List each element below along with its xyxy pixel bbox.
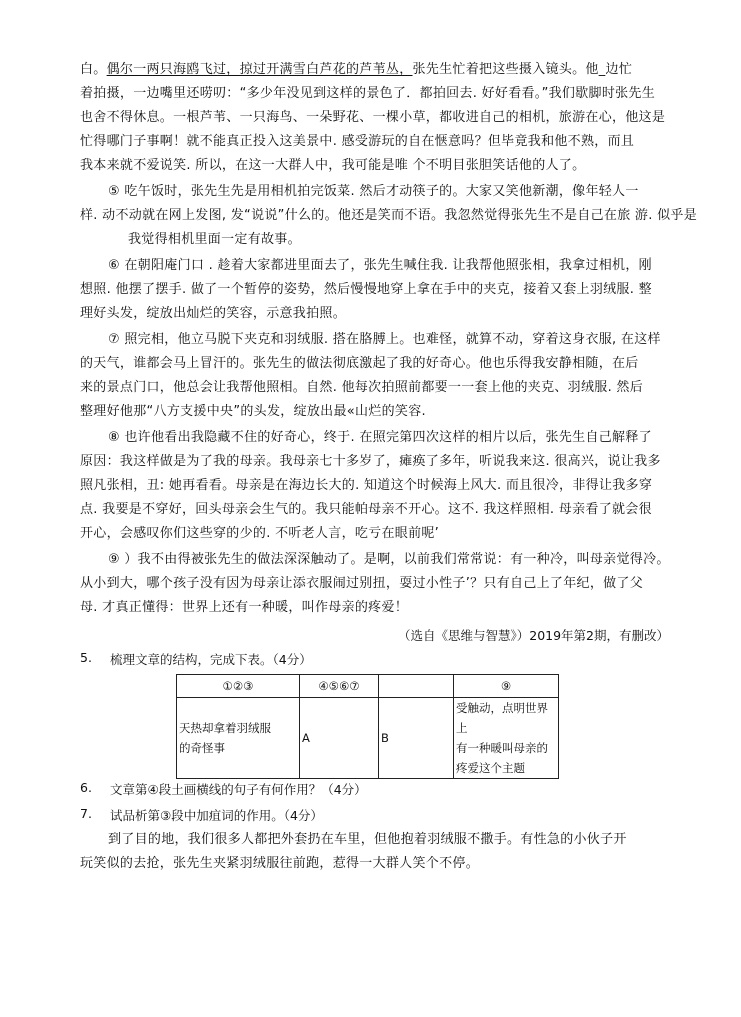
excerpt-line: 玩笑似的去抢，张先生夹紧羽绒服往前跑，惹得一大群人笑个不停。 — [80, 856, 480, 871]
passage-line: ⑤ 吃午饭时，张先生先是用相机拍完饭菜. 然后才动筷子的。大家又笑他新潮，像年轻人一 — [108, 184, 639, 199]
passage-line: 也舍不得休息。一根芦苇、一只海鸟、一朵野花、一棵小草，都收进自己的相机，旅游在心，他这是 — [80, 110, 666, 125]
table-cell: 受触动，点明世界上 有一种暖叫母亲的 疼爱这个主题 — [454, 698, 559, 779]
passage-line: 想照. 他摆了摆手. 做了一个暂停的姿势，然后慢慢地穿上拿在手中的夹克，接着又套上羽绒服. 整 — [80, 282, 652, 297]
passage-line: 我本来就不爱说笑. 所以，在这一大群人中，我可能是唯 个不明目张胆笑话他的人了。 — [80, 158, 586, 173]
passage-line: 整理好他那“八方支援中央”的头发，绽放出最«山烂的笑容. — [80, 404, 426, 419]
passage-line: 的天气，谁都会马上冒汗的。张先生的做法彻底激起了我的好奇心。他也乐得我安静相随，在后 — [80, 356, 639, 371]
table-cell: 天热却拿着羽绒服 的奇怪事 — [177, 698, 300, 779]
passage-line: ⑧ 也许他看出我隐藏不住的好奇心，终于. 在照完第四次这样的相片以后，张先生自己解释了 — [108, 430, 652, 445]
passage-line: 照凡张相，丑: 她再看看。母亲是在海边长大的. 知道这个时候海上风大. 而且很冷，非得让我多穿 — [80, 478, 653, 493]
table-header — [379, 675, 454, 698]
question-text: 试品析第③段中加疽词的作用。（4分） — [110, 808, 323, 823]
table-cell-blank-b: B — [379, 698, 454, 779]
passage-line: 点. 我要是不穿好，回头母亲会生气的。我只能帕母亲不开心。这不. 我这样照相. 母亲看了就会很 — [80, 502, 652, 517]
structure-table — [176, 674, 559, 779]
table-header: ④⑤⑥⑦ — [300, 675, 379, 698]
question-number: 5. — [80, 650, 92, 665]
table-cell-blank-a: A — [300, 698, 379, 779]
question-number: 7. — [80, 806, 92, 821]
passage-line: 从小到大，哪个孩子没有因为母亲让添衣服闹过别扭，耍过小性子’？只有自己上了年纪，做了父 — [80, 576, 644, 591]
passage-line: 来的景点门口，他总会让我帮他照相。自然. 他每次拍照前都要一一套上他的夹克、羽绒服. 然后 — [80, 380, 644, 395]
passage-line: 理好头发，绽放出灿烂的笑容，示意我拍照。 — [80, 306, 347, 321]
passage-line: 母. 才真正懂得：世界上还有一种暖，叫作母亲的疼爱！ — [80, 600, 409, 615]
passage-line: 忙得哪门子事啊！就不能真正投入这美景中. 感受游玩的自在惬意吗？但毕竟我和他不熟，而且 — [80, 134, 635, 149]
passage-line: 原因：我这样做是为了我的母亲。我母亲七十多岁了，瘫痪了多年，听说我来这. 很高兴，说让我多 — [80, 454, 661, 469]
passage-line: ⑥ 在朝阳庵门口 . 趁着大家都进里面去了，张先生喊住我. 让我帮他照张相，我拿过相机，刚 — [108, 258, 652, 273]
passage-line: 着拍摄，一边嘴里还唠叨：“多少年没见到这样的景色了．都拍回去. 好好看看。”我们歇脚时张先生 — [80, 86, 656, 101]
question-number: 6. — [80, 780, 92, 795]
passage-line: 样. 动不动就在网上发图, 发“说说”什么的。他还是笑而不语。我忽然觉得张先生不是自己在旅 游. 似乎是 — [80, 208, 697, 223]
passage-line: ⑦ 照完相，他立马脱下夹克和羽绒服. 搭在胳膊上。也难怪，就算不动，穿着这身衣服, 在这样 — [108, 332, 661, 347]
source-citation: （选自《思维与智慧》）2019年第2期，有删改） — [398, 628, 670, 643]
underlined-sentence: 偶尔一两只海鸥飞过，掠过开满雪白芦花的芦苇丛， — [106, 62, 413, 77]
question-text: 梳理文章的结构，完成下表。（4分） — [110, 652, 312, 667]
table-header: ⑨ — [454, 675, 559, 698]
table-header: ①②③ — [177, 675, 300, 698]
passage-line: 白。偶尔一两只海鸥飞过，掠过开满雪白芦花的芦苇丛，张先生忙着把这些摄入镜头。他_边忙 — [80, 62, 633, 77]
passage-line: 我觉得相机里面一定有故事。 — [128, 232, 301, 247]
excerpt-line: 到了目的地，我们很多人都把外套扔在车里，但他抱着羽绒服不撒手。有性急的小伙子开 — [108, 832, 627, 847]
question-text: 文章第④段土画横线的句子有何作用？（4分） — [110, 782, 367, 797]
passage-line: ⑨ ）我不由得被张先生的做法深深触动了。是啊，以前我们常常说：有一种冷，叫母亲觉得冷。 — [108, 552, 670, 567]
passage-line: 开心，会感叹你们这些穿的少的. 不听老人言，吃亏在眼前呢’ — [80, 526, 440, 541]
